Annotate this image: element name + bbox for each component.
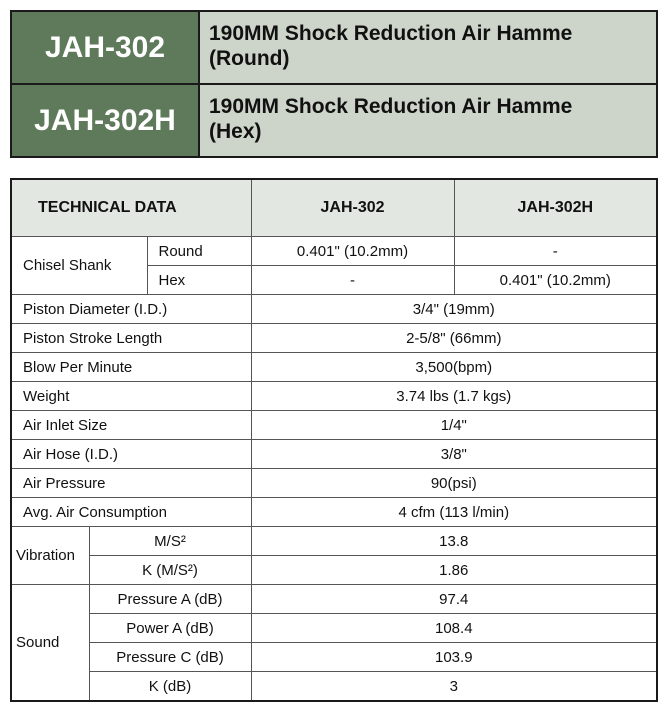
product-header [10,10,658,158]
chisel-round-label: Round [147,237,251,266]
column-header-jah-302: JAH-302 [251,179,454,237]
chisel-round-value-302h: - [454,237,657,266]
table-row [11,672,657,702]
description-line: (Round) [209,47,290,70]
spec-label: Weight [11,382,251,411]
spec-value: 4 cfm (113 l/min) [251,498,657,527]
technical-data-title: TECHNICAL DATA [11,179,251,237]
table-row [11,295,657,324]
table-row [11,556,657,585]
model-code: JAH-302H [12,85,198,156]
chisel-hex-value-302: - [251,266,454,295]
vibration-value: 1.86 [251,556,657,585]
spec-label: Air Hose (I.D.) [11,440,251,469]
vibration-sub-label: K (M/S²) [89,556,251,585]
sound-value: 97.4 [251,585,657,614]
chisel-hex-label: Hex [147,266,251,295]
model-description [200,12,656,83]
table-row [11,643,657,672]
table-row [11,469,657,498]
technical-data-table [10,178,658,702]
spec-label: Piston Diameter (I.D.) [11,295,251,324]
spec-value: 1/4" [251,411,657,440]
spec-value: 90(psi) [251,469,657,498]
description-line: 190MM Shock Reduction Air Hamme [209,22,573,45]
column-header-jah-302h: JAH-302H [454,179,657,237]
header-row-round [12,12,656,83]
table-row [11,324,657,353]
chisel-shank-label: Chisel Shank [11,237,147,295]
vibration-label: Vibration [11,527,89,585]
sound-sub-label: K (dB) [89,672,251,702]
sound-value: 3 [251,672,657,702]
header-row-hex [12,85,656,156]
vibration-sub-label: M/S² [89,527,251,556]
model-description [200,85,656,156]
spec-label: Piston Stroke Length [11,324,251,353]
chisel-round-value-302: 0.401" (10.2mm) [251,237,454,266]
spec-value: 3/4" (19mm) [251,295,657,324]
spec-label: Blow Per Minute [11,353,251,382]
table-row [11,353,657,382]
chisel-hex-value-302h: 0.401" (10.2mm) [454,266,657,295]
table-row [11,614,657,643]
description-line: 190MM Shock Reduction Air Hamme [209,95,573,118]
sound-value: 103.9 [251,643,657,672]
table-row [11,382,657,411]
sound-sub-label: Pressure C (dB) [89,643,251,672]
spec-value: 3/8" [251,440,657,469]
description-line: (Hex) [209,120,262,143]
model-code: JAH-302 [12,12,198,83]
sound-sub-label: Pressure A (dB) [89,585,251,614]
spec-value: 3,500(bpm) [251,353,657,382]
table-row [11,440,657,469]
sound-value: 108.4 [251,614,657,643]
spec-label: Air Pressure [11,469,251,498]
table-row [11,527,657,556]
vibration-value: 13.8 [251,527,657,556]
table-row [11,411,657,440]
table-row [11,498,657,527]
spec-label: Air Inlet Size [11,411,251,440]
table-row [11,237,657,266]
sound-label: Sound [11,585,89,702]
spec-label: Avg. Air Consumption [11,498,251,527]
spec-value: 2-5/8" (66mm) [251,324,657,353]
table-header-row [11,179,657,237]
spec-value: 3.74 lbs (1.7 kgs) [251,382,657,411]
sound-sub-label: Power A (dB) [89,614,251,643]
table-row [11,585,657,614]
